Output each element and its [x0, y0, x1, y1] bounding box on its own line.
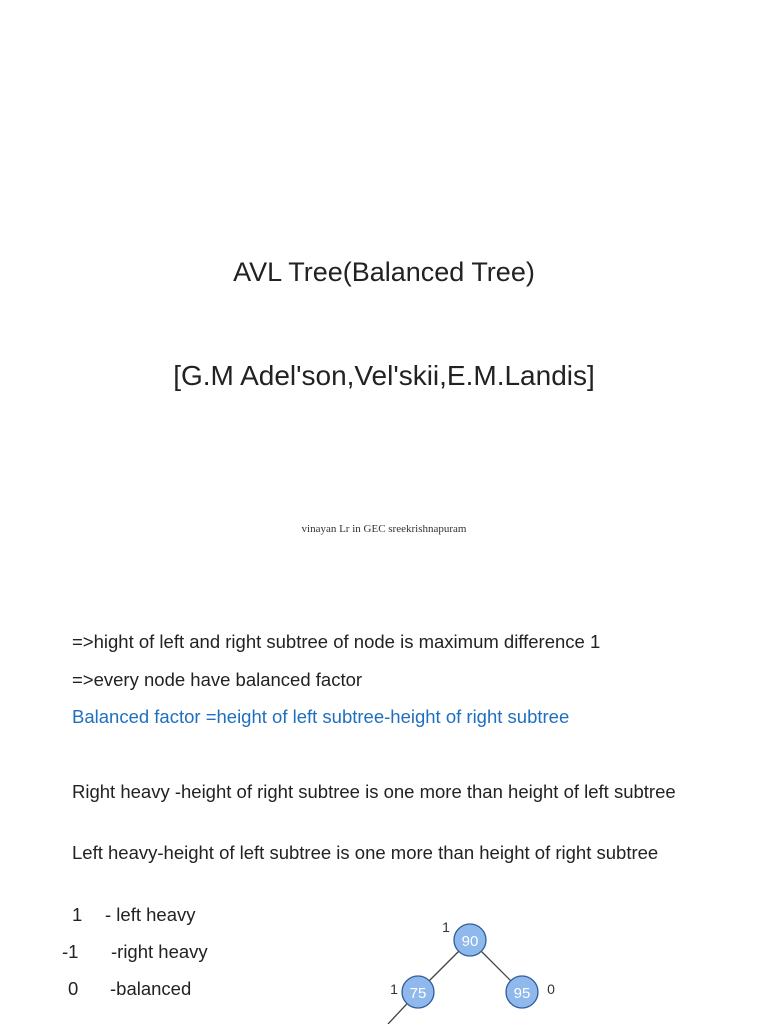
author-credit: vinayan Lr in GEC sreekrishnapuram — [301, 523, 467, 535]
rule-line-1: =>hight of left and right subtree of node is maximum difference 1 — [72, 631, 601, 652]
slide-subtitle: [G.M Adel'son,Vel'skii,E.M.Landis] — [173, 360, 595, 391]
balanced-factor-definition: Balanced factor =height of left subtree-height of right subtree — [72, 706, 570, 727]
tree-node-75 — [402, 976, 434, 1008]
tree-node-95 — [506, 976, 538, 1008]
rule-line-2: =>every node have balanced factor — [72, 669, 363, 690]
bf-description: -balanced — [110, 978, 192, 999]
node-label: 95 — [513, 985, 531, 1002]
slide-title: AVL Tree(Balanced Tree) — [233, 257, 535, 287]
bf-label-90: 1 — [442, 919, 450, 935]
node-label: 75 — [409, 985, 427, 1002]
bf-description: - left heavy — [105, 904, 196, 925]
bf-value: 0 — [68, 978, 79, 999]
left-heavy-definition: Left heavy-height of left subtree is one more than height of right subtree — [72, 842, 659, 863]
right-heavy-definition: Right heavy -height of right subtree is one more than height of left subtree — [72, 781, 676, 802]
bf-value: 1 — [72, 904, 83, 925]
bf-label-75: 1 — [390, 981, 398, 997]
bf-value: -1 — [62, 941, 79, 962]
bf-description: -right heavy — [111, 941, 208, 962]
tree-node-90 — [454, 924, 486, 956]
bf-label-95: 0 — [547, 981, 555, 997]
node-label: 90 — [461, 933, 479, 950]
